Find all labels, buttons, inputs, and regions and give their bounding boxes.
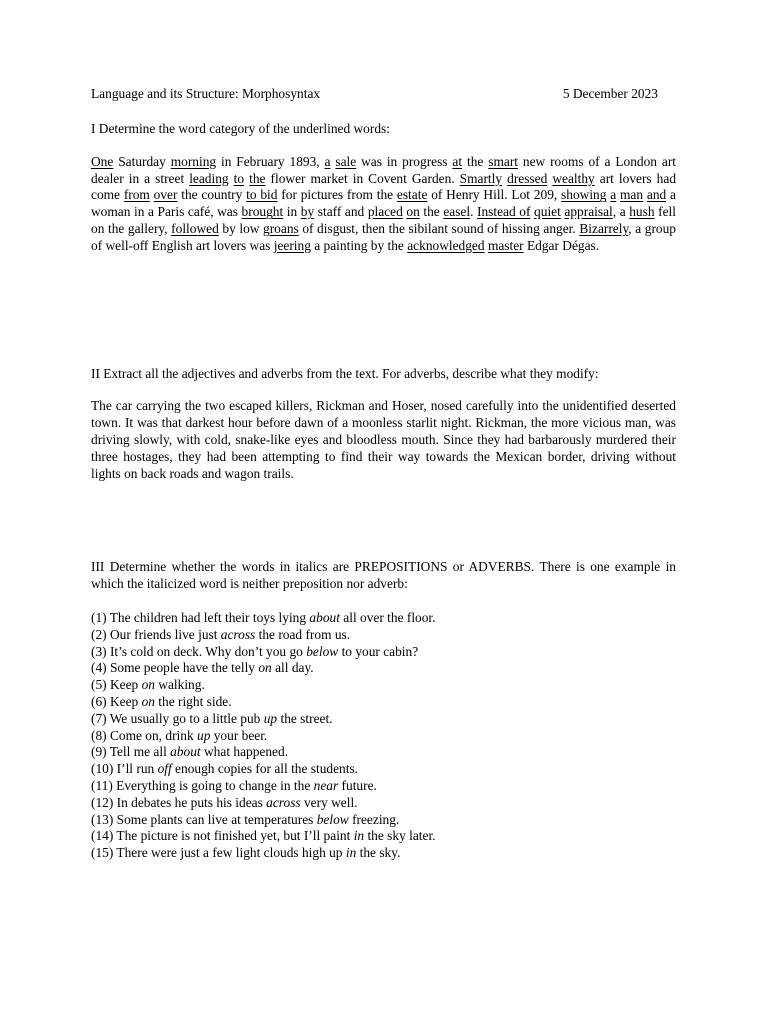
underlined-word: placed (367, 204, 403, 220)
underlined-word: hush (629, 204, 655, 220)
passage-text: a painting by the (310, 237, 408, 253)
section-2-passage: The car carrying the two escaped killers, Rickman and Hoser, nosed carefully into the unidentified deserted town. It was that darkest hour before dawn of a moonless starlit night. Rickman, the more vicious man, was driving slowly, with cold, snake-like eyes and bloodless mouth. Since they had barbarously murdered their three hostages, they had been attempting to find their way towards the Mexican border, driving without lights on back roads and wagon trails. (91, 398, 676, 481)
exercise-item (91, 644, 676, 661)
section-3-instruction: III Determine whether the words in italics are PREPOSITIONS or ADVERBS. There is one example in which the italicized word is neither preposition nor adverb: (91, 559, 676, 592)
exercise-text: (15) There were just a few light clouds high up (91, 845, 346, 861)
italic-word: across (220, 626, 256, 642)
underlined-word: smart (488, 153, 518, 169)
exercise-text: the road from us. (255, 626, 351, 642)
underlined-word: the (249, 170, 266, 186)
passage-text: art lovers had come (91, 170, 677, 203)
exercise-item (91, 812, 676, 829)
italic-word: off (157, 761, 172, 777)
italic-word: across (266, 794, 301, 810)
exercise-item (91, 845, 676, 862)
exercise-text: (14) The picture is not finished yet, but I’ll paint (91, 828, 354, 844)
exercise-text: (11) Everything is going to change in the (91, 777, 314, 793)
italic-word: up (263, 710, 278, 726)
underlined-word: master (487, 237, 524, 253)
exercise-text: the sky. (356, 845, 401, 861)
underlined-word: to (233, 170, 245, 186)
exercise-text: (12) In debates he puts his ideas (91, 794, 267, 810)
section-2-instruction: II Extract all the adjectives and adverbs from the text. For adverbs, describe what they modify: (91, 365, 599, 381)
underlined-word: Smartly (459, 170, 503, 186)
underlined-word: morning (170, 153, 217, 169)
exercise-text: (6) Keep (91, 693, 142, 709)
underlined-word: leading (189, 170, 229, 186)
underlined-word: by (300, 204, 315, 220)
passage-text: staff and (314, 204, 368, 220)
passage-text: in February 1893, (216, 153, 325, 169)
exercise-item (91, 660, 676, 677)
italic-word: near (313, 777, 339, 793)
document-date: 5 December 2023 (562, 86, 658, 101)
underlined-word: Bizarrely (579, 220, 629, 236)
course-title: Language and its Structure: Morphosyntax (91, 86, 321, 101)
underlined-word: showing (561, 187, 607, 203)
exercise-text: (9) Tell me all (91, 744, 171, 760)
italic-word: in (353, 828, 365, 844)
italic-word: below (316, 811, 349, 827)
exercise-text: enough copies for all the students. (171, 761, 359, 777)
italic-word: in (345, 845, 357, 861)
underlined-word: brought (241, 204, 284, 220)
underlined-word: on (406, 204, 420, 220)
passage-text: the (462, 153, 489, 169)
exercise-item (91, 795, 676, 812)
section-1-passage (91, 154, 676, 255)
exercise-text: walking. (154, 677, 205, 693)
underlined-word: a (324, 153, 331, 169)
italic-word: below (306, 643, 339, 659)
underlined-word: estate (396, 187, 428, 203)
passage-text: flower market in Covent Garden. (265, 170, 460, 186)
passage-text: a woman in a Paris café, was (91, 187, 676, 220)
underlined-word: dressed (507, 170, 548, 186)
passage-text: in (283, 204, 301, 220)
exercise-text: (4) Some people have the telly (91, 660, 259, 676)
underlined-word: from (123, 187, 150, 203)
italic-word: about (309, 609, 340, 625)
exercise-text: what happened. (200, 744, 289, 760)
passage-text: . (470, 204, 478, 220)
exercise-item (91, 677, 676, 694)
passage-text: new rooms of a London art dealer in a street (91, 153, 677, 186)
underlined-word: over (153, 187, 178, 203)
exercise-item (91, 828, 676, 845)
underlined-word: at (452, 153, 463, 169)
italic-word: up (197, 727, 211, 743)
underlined-word: and (646, 187, 667, 203)
underlined-word: quiet (534, 204, 561, 220)
underlined-word: a (610, 187, 617, 203)
italic-word: on (258, 660, 272, 676)
exercise-item (91, 627, 676, 644)
exercise-text: (8) Come on, drink (91, 727, 197, 743)
exercise-item (91, 744, 676, 761)
section-3-exercise-list (91, 610, 676, 862)
underlined-word: Instead of (477, 204, 531, 220)
passage-text: by low (218, 220, 264, 236)
exercise-text: (3) It’s cold on deck. Why don’t you go (91, 643, 307, 659)
exercise-item (91, 778, 676, 795)
passage-text: of Henry Hill. Lot 209, (427, 187, 562, 203)
passage-text: the country (177, 187, 247, 203)
passage-text: of disgust, then the sibilant sound of hissing anger. (298, 220, 580, 236)
section-1-instruction: I Determine the word category of the underlined words: (91, 121, 390, 136)
passage-text: , a (612, 204, 630, 220)
underlined-word: sale (335, 153, 357, 169)
exercise-text: the street. (277, 710, 333, 726)
exercise-text: all over the floor. (339, 609, 436, 625)
underlined-word: man (620, 187, 644, 203)
exercise-text: the right side. (154, 693, 232, 709)
underlined-word: One (91, 153, 114, 169)
exercise-item (91, 728, 676, 745)
underlined-word: to bid (246, 187, 278, 203)
exercise-text: (5) Keep (91, 677, 142, 693)
exercise-text: (2) Our friends live just (91, 626, 221, 642)
underlined-word: groans (263, 220, 299, 236)
exercise-text: very well. (300, 794, 358, 810)
exercise-item (91, 761, 676, 778)
exercise-text: your beer. (210, 727, 268, 743)
underlined-word: appraisal (564, 204, 613, 220)
passage-text: fell on the gallery, (91, 204, 676, 236)
exercise-text: (13) Some plants can live at temperatures (91, 811, 317, 827)
exercise-text: (1) The children had left their toys lying (91, 609, 310, 625)
passage-text: the (419, 204, 444, 220)
passage-text: was in progress (356, 153, 453, 169)
exercise-text: freezing. (348, 811, 400, 827)
exercise-text: to your cabin? (338, 643, 419, 659)
exercise-item (91, 711, 676, 728)
exercise-item (91, 694, 676, 711)
exercise-text: the sky later. (364, 828, 436, 844)
italic-word: on (141, 693, 155, 709)
exercise-text: future. (338, 777, 377, 793)
underlined-word: jeering (273, 237, 311, 253)
exercise-text: (7) We usually go to a little pub (91, 710, 264, 726)
underlined-word: followed (171, 220, 219, 236)
exercise-text: (10) I’ll run (91, 761, 158, 777)
document-page (91, 86, 676, 862)
exercise-text: all day. (271, 660, 314, 676)
underlined-word: wealthy (552, 170, 595, 186)
italic-word: on (141, 677, 155, 693)
exercise-item (91, 610, 676, 627)
passage-text: for pictures from the (277, 187, 397, 203)
underlined-word: acknowledged (407, 237, 485, 253)
italic-word: about (170, 744, 201, 760)
underlined-word: easel (443, 204, 471, 220)
passage-text: Edgar Dégas. (523, 237, 600, 253)
passage-text: Saturday (113, 153, 171, 169)
document-header (91, 86, 676, 103)
passage-text: , a group of well-off English art lovers was (91, 220, 677, 253)
